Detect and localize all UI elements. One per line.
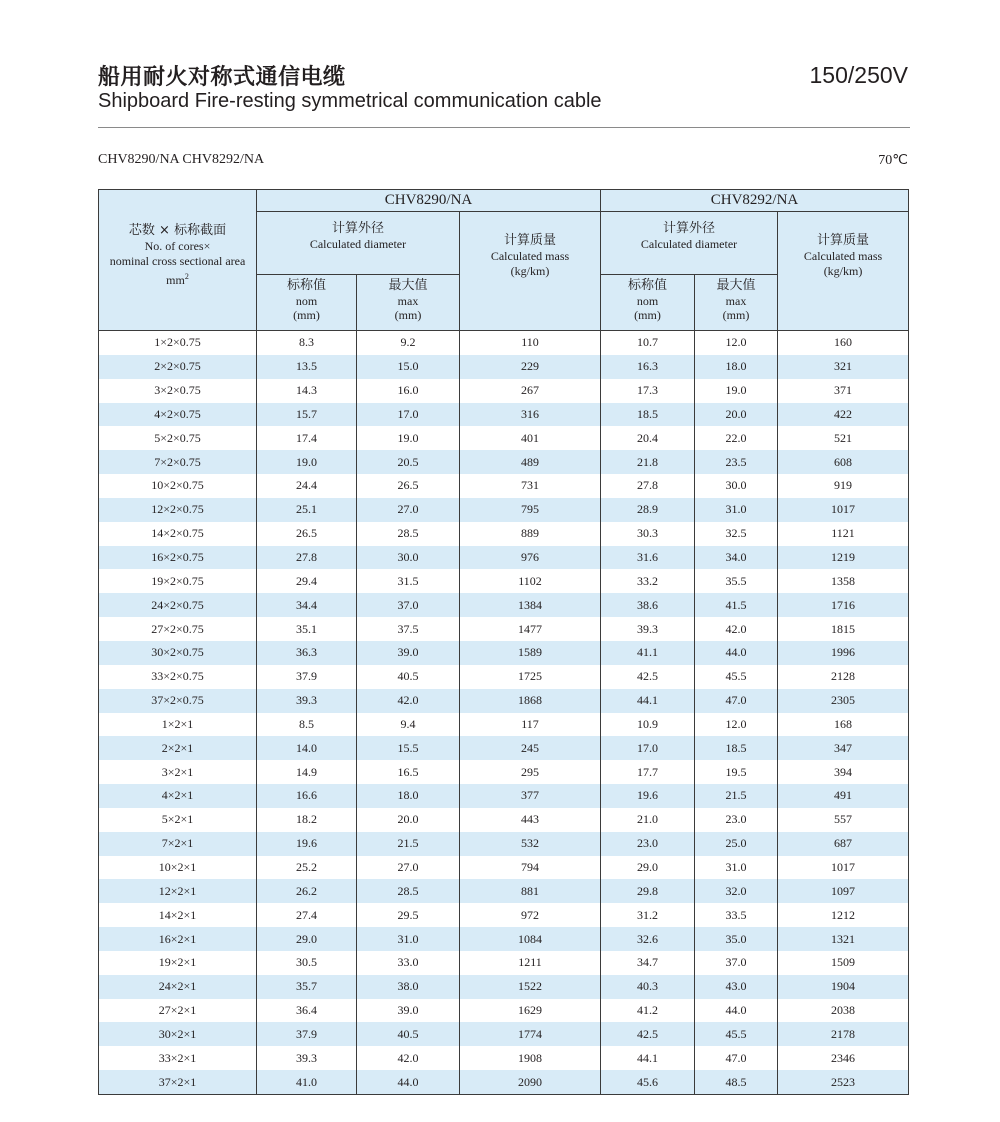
nom-diameter-8292-cell: 17.3 [601,379,695,403]
nom-diameter-8290-cell: 27.4 [257,903,357,927]
mass-8290-cell: 2090 [460,1070,601,1094]
page-title-en: Shipboard Fire-resting symmetrical communication cable [98,90,602,112]
table-row [99,760,909,784]
table-row [99,355,909,379]
nom-diameter-8292-cell: 45.6 [601,1070,695,1094]
mass-8292-cell: 2128 [778,665,909,689]
max-diameter-8292-cell: 20.0 [695,403,778,427]
mass-8290-cell: 1629 [460,999,601,1023]
max-diameter-8290-cell: 31.5 [357,569,460,593]
max-diameter-8292-cell: 22.0 [695,426,778,450]
nom-diameter-8292-cell: 31.6 [601,546,695,570]
size-cell: 27×2×1 [99,999,257,1023]
mass-8292-cell: 919 [778,474,909,498]
nom-header-8292: 标称值 nom (mm) [601,275,695,331]
temperature-rating: 70℃ [878,153,908,168]
size-cell: 37×2×0.75 [99,689,257,713]
nom-diameter-8290-cell: 15.7 [257,403,357,427]
size-cell: 27×2×0.75 [99,617,257,641]
max-header-8292: 最大值 max (mm) [695,275,778,331]
size-cell: 4×2×0.75 [99,403,257,427]
max-diameter-8292-cell: 33.5 [695,903,778,927]
table-row [99,808,909,832]
mass-8292-cell: 557 [778,808,909,832]
nom-diameter-8290-cell: 29.4 [257,569,357,593]
max-diameter-8292-cell: 42.0 [695,617,778,641]
max-diameter-8290-cell: 39.0 [357,641,460,665]
table-row [99,856,909,880]
mass-8290-cell: 1102 [460,569,601,593]
corner-header-unit: $mm^2$ [166,272,189,287]
table-row [99,379,909,403]
nom-diameter-8292-cell: 29.0 [601,856,695,880]
size-cell: 10×2×1 [99,856,257,880]
size-cell: 2×2×1 [99,736,257,760]
nom-diameter-8292-cell: 41.1 [601,641,695,665]
mass-8290-cell: 1522 [460,975,601,999]
mass-8290-cell: 229 [460,355,601,379]
corner-header [99,190,257,331]
table-row [99,713,909,737]
max-diameter-8290-cell: 42.0 [357,689,460,713]
nom-diameter-8292-cell: 20.4 [601,426,695,450]
table-row [99,736,909,760]
table-row [99,474,909,498]
nom-diameter-8292-cell: 42.5 [601,1022,695,1046]
mass-8290-cell: 889 [460,522,601,546]
nom-diameter-8290-cell: 19.6 [257,832,357,856]
mass-8292-cell: 2346 [778,1046,909,1070]
max-diameter-8290-cell: 9.4 [357,713,460,737]
mass-8290-cell: 267 [460,379,601,403]
max-diameter-8292-cell: 47.0 [695,689,778,713]
table-row [99,498,909,522]
mass-8290-cell: 1725 [460,665,601,689]
nom-diameter-8290-cell: 14.0 [257,736,357,760]
mass-8292-cell: 1815 [778,617,909,641]
max-diameter-8290-cell: 33.0 [357,951,460,975]
mass-8290-cell: 795 [460,498,601,522]
table-row [99,975,909,999]
nom-diameter-8290-cell: 35.1 [257,617,357,641]
mass-header-8290: 计算质量 Calculated mass (kg/km) [460,212,601,331]
max-diameter-8290-cell: 31.0 [357,927,460,951]
mass-8290-cell: 316 [460,403,601,427]
mass-8292-cell: 2305 [778,689,909,713]
max-diameter-8292-cell: 44.0 [695,641,778,665]
mass-8292-cell: 347 [778,736,909,760]
group-header-8290: CHV8290/NA [257,190,601,212]
max-diameter-8292-cell: 44.0 [695,999,778,1023]
table-row [99,903,909,927]
nom-diameter-8292-cell: 42.5 [601,665,695,689]
mass-8292-cell: 2523 [778,1070,909,1094]
table-row [99,1046,909,1070]
table-row [99,450,909,474]
nom-diameter-8290-cell: 8.5 [257,713,357,737]
mass-8292-cell: 1904 [778,975,909,999]
max-diameter-8290-cell: 26.5 [357,474,460,498]
size-cell: 2×2×0.75 [99,355,257,379]
nom-diameter-8292-cell: 30.3 [601,522,695,546]
size-cell: 16×2×1 [99,927,257,951]
size-cell: 30×2×0.75 [99,641,257,665]
max-diameter-8290-cell: 30.0 [357,546,460,570]
max-diameter-8292-cell: 43.0 [695,975,778,999]
mass-8292-cell: 521 [778,426,909,450]
max-diameter-8290-cell: 19.0 [357,426,460,450]
max-diameter-8292-cell: 45.5 [695,1022,778,1046]
nom-diameter-8290-cell: 24.4 [257,474,357,498]
max-diameter-8290-cell: 40.5 [357,665,460,689]
max-diameter-8290-cell: 16.5 [357,760,460,784]
size-cell: 12×2×1 [99,879,257,903]
size-cell: 16×2×0.75 [99,546,257,570]
table-row [99,689,909,713]
max-diameter-8292-cell: 31.0 [695,498,778,522]
size-cell: 14×2×0.75 [99,522,257,546]
title-divider [98,127,910,128]
mass-8290-cell: 881 [460,879,601,903]
nom-diameter-8292-cell: 38.6 [601,593,695,617]
spec-table [98,189,909,1095]
max-diameter-8292-cell: 21.5 [695,784,778,808]
diameter-header-8290: 计算外径 Calculated diameter [257,212,460,275]
size-cell: 12×2×0.75 [99,498,257,522]
table-row [99,617,909,641]
nom-diameter-8292-cell: 44.1 [601,689,695,713]
page-title-cn: 船用耐火对称式通信电缆 [98,65,346,90]
size-cell: 37×2×1 [99,1070,257,1094]
max-diameter-8292-cell: 37.0 [695,951,778,975]
max-diameter-8292-cell: 19.5 [695,760,778,784]
nom-diameter-8292-cell: 17.0 [601,736,695,760]
max-diameter-8292-cell: 12.0 [695,331,778,355]
mass-8290-cell: 1774 [460,1022,601,1046]
mass-8292-cell: 394 [778,760,909,784]
nom-diameter-8290-cell: 27.8 [257,546,357,570]
max-diameter-8292-cell: 23.5 [695,450,778,474]
max-diameter-8290-cell: 39.0 [357,999,460,1023]
mass-8290-cell: 731 [460,474,601,498]
mass-8292-cell: 687 [778,832,909,856]
nom-diameter-8290-cell: 16.6 [257,784,357,808]
max-diameter-8292-cell: 25.0 [695,832,778,856]
table-row [99,1022,909,1046]
nom-diameter-8292-cell: 33.2 [601,569,695,593]
nom-diameter-8292-cell: 41.2 [601,999,695,1023]
max-header-8290: 最大值 max (mm) [357,275,460,331]
nom-diameter-8290-cell: 39.3 [257,1046,357,1070]
nom-diameter-8292-cell: 39.3 [601,617,695,641]
nom-diameter-8290-cell: 26.5 [257,522,357,546]
size-cell: 1×2×0.75 [99,331,257,355]
max-diameter-8290-cell: 27.0 [357,856,460,880]
max-diameter-8292-cell: 47.0 [695,1046,778,1070]
mass-8292-cell: 422 [778,403,909,427]
nom-diameter-8290-cell: 14.9 [257,760,357,784]
table-row [99,331,909,355]
nom-diameter-8292-cell: 29.8 [601,879,695,903]
mass-8292-cell: 1716 [778,593,909,617]
table-row [99,879,909,903]
mass-8290-cell: 532 [460,832,601,856]
mass-8290-cell: 1211 [460,951,601,975]
nom-diameter-8290-cell: 34.4 [257,593,357,617]
nom-diameter-8290-cell: 18.2 [257,808,357,832]
max-diameter-8290-cell: 20.0 [357,808,460,832]
mass-8292-cell: 1321 [778,927,909,951]
max-diameter-8292-cell: 35.0 [695,927,778,951]
nom-diameter-8290-cell: 25.2 [257,856,357,880]
max-diameter-8290-cell: 37.0 [357,593,460,617]
mass-8290-cell: 110 [460,331,601,355]
table-row [99,546,909,570]
spec-table-body [99,331,909,1095]
mass-8292-cell: 1017 [778,856,909,880]
mass-8292-cell: 2178 [778,1022,909,1046]
mass-8290-cell: 489 [460,450,601,474]
nom-diameter-8292-cell: 31.2 [601,903,695,927]
mass-8290-cell: 1868 [460,689,601,713]
max-diameter-8292-cell: 48.5 [695,1070,778,1094]
nom-diameter-8292-cell: 17.7 [601,760,695,784]
size-cell: 14×2×1 [99,903,257,927]
mass-8290-cell: 1384 [460,593,601,617]
max-diameter-8290-cell: 28.5 [357,879,460,903]
mass-8292-cell: 1509 [778,951,909,975]
max-diameter-8292-cell: 35.5 [695,569,778,593]
nom-diameter-8292-cell: 21.0 [601,808,695,832]
nom-diameter-8292-cell: 40.3 [601,975,695,999]
mass-8292-cell: 160 [778,331,909,355]
nom-diameter-8290-cell: 37.9 [257,1022,357,1046]
mass-8292-cell: 1121 [778,522,909,546]
max-diameter-8290-cell: 17.0 [357,403,460,427]
corner-header-cn: 芯数 × 标称截面 [128,223,227,238]
max-diameter-8290-cell: 40.5 [357,1022,460,1046]
size-cell: 1×2×1 [99,713,257,737]
nom-diameter-8290-cell: 37.9 [257,665,357,689]
size-cell: 19×2×0.75 [99,569,257,593]
nom-diameter-8292-cell: 19.6 [601,784,695,808]
max-diameter-8292-cell: 18.5 [695,736,778,760]
mass-8290-cell: 1084 [460,927,601,951]
size-cell: 30×2×1 [99,1022,257,1046]
mass-8292-cell: 1212 [778,903,909,927]
nom-diameter-8290-cell: 25.1 [257,498,357,522]
nom-diameter-8292-cell: 18.5 [601,403,695,427]
table-row [99,927,909,951]
mass-header-8292: 计算质量 Calculated mass (kg/km) [778,212,909,331]
mass-8292-cell: 2038 [778,999,909,1023]
max-diameter-8290-cell: 42.0 [357,1046,460,1070]
nom-diameter-8290-cell: 35.7 [257,975,357,999]
max-diameter-8290-cell: 21.5 [357,832,460,856]
nom-diameter-8290-cell: 13.5 [257,355,357,379]
mass-8290-cell: 245 [460,736,601,760]
size-cell: 3×2×0.75 [99,379,257,403]
max-diameter-8292-cell: 32.0 [695,879,778,903]
corner-header-en2: nominal cross sectional area [109,254,246,268]
nom-diameter-8290-cell: 39.3 [257,689,357,713]
mass-8290-cell: 972 [460,903,601,927]
table-row [99,641,909,665]
table-row [99,1070,909,1094]
mass-8292-cell: 168 [778,713,909,737]
size-cell: 4×2×1 [99,784,257,808]
size-cell: 7×2×1 [99,832,257,856]
group-header-8292: CHV8292/NA [601,190,909,212]
mass-8290-cell: 976 [460,546,601,570]
mass-8292-cell: 1358 [778,569,909,593]
nom-diameter-8292-cell: 10.9 [601,713,695,737]
nom-diameter-8292-cell: 23.0 [601,832,695,856]
size-cell: 10×2×0.75 [99,474,257,498]
size-cell: 5×2×1 [99,808,257,832]
mass-8292-cell: 491 [778,784,909,808]
nom-diameter-8290-cell: 36.3 [257,641,357,665]
nom-diameter-8290-cell: 36.4 [257,999,357,1023]
max-diameter-8292-cell: 34.0 [695,546,778,570]
nom-diameter-8292-cell: 16.3 [601,355,695,379]
size-cell: 24×2×1 [99,975,257,999]
mass-8292-cell: 321 [778,355,909,379]
nom-diameter-8290-cell: 8.3 [257,331,357,355]
max-diameter-8290-cell: 37.5 [357,617,460,641]
table-row [99,569,909,593]
mass-8290-cell: 1589 [460,641,601,665]
max-diameter-8290-cell: 15.5 [357,736,460,760]
nom-diameter-8290-cell: 30.5 [257,951,357,975]
max-diameter-8290-cell: 16.0 [357,379,460,403]
corner-header-en1: No. of cores× [144,239,211,253]
nom-diameter-8292-cell: 44.1 [601,1046,695,1070]
max-diameter-8290-cell: 28.5 [357,522,460,546]
mass-8292-cell: 608 [778,450,909,474]
size-cell: 7×2×0.75 [99,450,257,474]
max-diameter-8292-cell: 45.5 [695,665,778,689]
mass-8290-cell: 794 [460,856,601,880]
mass-8290-cell: 117 [460,713,601,737]
nom-diameter-8290-cell: 29.0 [257,927,357,951]
mass-8292-cell: 1017 [778,498,909,522]
voltage-rating: 150/250V [809,62,908,88]
diameter-header-8292: 计算外径 Calculated diameter [601,212,778,275]
max-diameter-8292-cell: 18.0 [695,355,778,379]
mass-8292-cell: 371 [778,379,909,403]
table-row [99,403,909,427]
table-row [99,593,909,617]
table-row [99,832,909,856]
table-row [99,999,909,1023]
mass-8290-cell: 295 [460,760,601,784]
mass-8290-cell: 377 [460,784,601,808]
size-cell: 33×2×1 [99,1046,257,1070]
max-diameter-8292-cell: 30.0 [695,474,778,498]
max-diameter-8292-cell: 23.0 [695,808,778,832]
max-diameter-8290-cell: 29.5 [357,903,460,927]
mass-8290-cell: 443 [460,808,601,832]
mass-8292-cell: 1097 [778,879,909,903]
max-diameter-8290-cell: 20.5 [357,450,460,474]
size-cell: 19×2×1 [99,951,257,975]
model-list: CHV8290/NA CHV8292/NA [98,152,265,167]
nom-diameter-8292-cell: 10.7 [601,331,695,355]
nom-diameter-8290-cell: 19.0 [257,450,357,474]
mass-8290-cell: 1908 [460,1046,601,1070]
max-diameter-8292-cell: 19.0 [695,379,778,403]
nom-diameter-8290-cell: 26.2 [257,879,357,903]
nom-diameter-8292-cell: 28.9 [601,498,695,522]
size-cell: 33×2×0.75 [99,665,257,689]
nom-header-8290: 标称值 nom (mm) [257,275,357,331]
table-row [99,522,909,546]
size-cell: 24×2×0.75 [99,593,257,617]
nom-diameter-8292-cell: 34.7 [601,951,695,975]
nom-diameter-8290-cell: 41.0 [257,1070,357,1094]
mass-8292-cell: 1996 [778,641,909,665]
mass-8292-cell: 1219 [778,546,909,570]
nom-diameter-8290-cell: 17.4 [257,426,357,450]
size-cell: 3×2×1 [99,760,257,784]
max-diameter-8290-cell: 9.2 [357,331,460,355]
max-diameter-8290-cell: 38.0 [357,975,460,999]
nom-diameter-8292-cell: 21.8 [601,450,695,474]
size-cell: 5×2×0.75 [99,426,257,450]
max-diameter-8290-cell: 27.0 [357,498,460,522]
max-diameter-8292-cell: 12.0 [695,713,778,737]
nom-diameter-8292-cell: 32.6 [601,927,695,951]
max-diameter-8290-cell: 44.0 [357,1070,460,1094]
max-diameter-8292-cell: 41.5 [695,593,778,617]
table-row [99,426,909,450]
max-diameter-8292-cell: 32.5 [695,522,778,546]
max-diameter-8290-cell: 18.0 [357,784,460,808]
mass-8290-cell: 1477 [460,617,601,641]
table-row [99,784,909,808]
max-diameter-8292-cell: 31.0 [695,856,778,880]
max-diameter-8290-cell: 15.0 [357,355,460,379]
mass-8290-cell: 401 [460,426,601,450]
nom-diameter-8290-cell: 14.3 [257,379,357,403]
table-row [99,665,909,689]
nom-diameter-8292-cell: 27.8 [601,474,695,498]
table-row [99,951,909,975]
